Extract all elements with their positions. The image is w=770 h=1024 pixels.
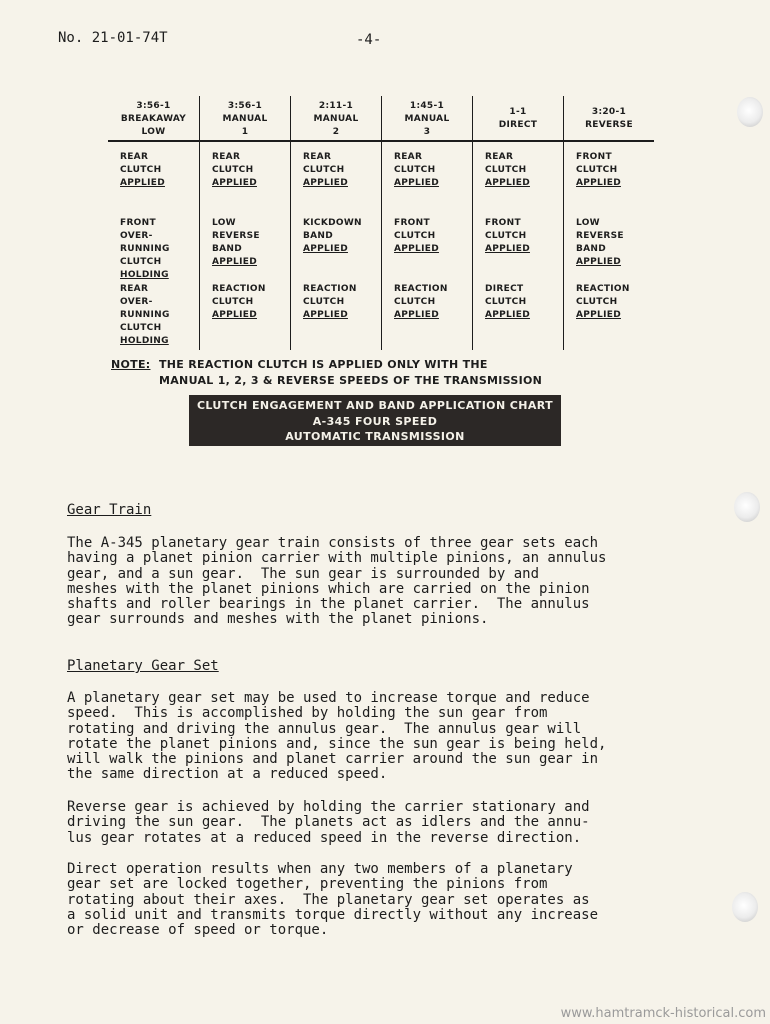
cell-text: REACTION [303,284,357,294]
cell-text: BAND [576,244,607,254]
cell-text: APPLIED [394,244,439,254]
cell-text: APPLIED [485,244,530,254]
chart-cell [394,217,472,283]
note-line-2: MANUAL 1, 2, 3 & REVERSE SPEEDS OF THE TRANSMISSION [159,374,543,387]
cell-text: RUNNING [120,310,170,320]
cell-text: APPLIED [485,310,530,320]
doc-number: No. 21-01-74T [58,30,168,46]
text-line: the same direction at a reduced speed. [67,766,388,783]
text-line: gear set are locked together, preventing the pinions from [67,876,548,893]
chart-column [290,142,381,350]
cell-text: LOW [576,218,600,228]
text-line: or decrease of speed or torque. [67,922,329,939]
text-line: gear, and a sun gear. The sun gear is surrounded by and [67,565,540,582]
cell-text: REAR [394,152,423,162]
chart-column [199,142,290,350]
cell-text: OVER- [120,231,153,241]
chart-column-header [290,96,381,140]
cell-text: CLUTCH [485,165,527,175]
text-line: shafts and roller bearings in the planet carrier. The annulus [67,596,590,613]
chart-title-line-3: AUTOMATIC TRANSMISSION [285,430,465,443]
text-line: speed. This is accomplished by holding the sun gear from [67,705,548,722]
chart-cell [212,217,290,283]
cell-text: CLUTCH [303,297,345,307]
column-header-text: 3 [423,126,431,137]
planetary-paragraph-3 [67,862,667,938]
column-header-text: REVERSE [585,120,633,130]
cell-text: CLUTCH [485,231,527,241]
chart-column-header [381,96,472,140]
cell-text: APPLIED [120,178,165,188]
cell-text: DIRECT [485,284,524,294]
chart-cell [212,283,290,349]
chart-cell [212,151,290,217]
cell-text: REAR [303,152,332,162]
cell-text: APPLIED [394,310,439,320]
chart-cell [576,151,654,217]
cell-text: BAND [303,231,334,241]
cell-text: APPLIED [303,310,348,320]
cell-text: CLUTCH [394,231,436,241]
column-header-text: MANUAL [313,113,359,124]
cell-text: REAR [212,152,241,162]
planetary-gear-set-heading: Planetary Gear Set [67,658,219,674]
gear-train-paragraph [67,536,667,628]
column-header-text: 3:20-1 [591,107,627,117]
cell-text: APPLIED [212,257,257,267]
cell-text: OVER- [120,297,153,307]
chart-cell [485,151,563,217]
chart-cell [120,217,199,283]
text-line: will walk the pinions and planet carrier around the sun gear in [67,751,599,768]
cell-text: KICKDOWN [303,218,362,228]
cell-text: FRONT [576,152,612,162]
cell-text: LOW [212,218,236,228]
chart-column-header [472,96,563,140]
cell-text: FRONT [394,218,430,228]
chart-cell [120,151,199,217]
column-header-text: 1 [241,126,249,137]
cell-text: CLUTCH [120,257,162,267]
chart-cell [485,283,563,349]
cell-text: REACTION [576,284,630,294]
chart-column [472,142,563,350]
chart-column [108,142,199,350]
cell-text: CLUTCH [394,297,436,307]
column-header-text: MANUAL [222,113,268,124]
cell-text: APPLIED [485,178,530,188]
chart-column [563,142,654,350]
text-line: rotating about their axes. The planetary gear set operates as [67,891,590,908]
cell-text: APPLIED [303,244,348,254]
chart-title-line-1: CLUTCH ENGAGEMENT AND BAND APPLICATION CHART [196,399,554,412]
cell-text: APPLIED [212,310,257,320]
text-line: a solid unit and transmits torque directly without any increase [67,906,599,923]
cell-text: APPLIED [212,178,257,188]
chart-cell [576,283,654,349]
binder-hole-top [737,97,763,127]
chart-cell [303,151,381,217]
binder-hole-middle [734,492,760,522]
chart-column-header [199,96,290,140]
chart-title-line-2: A-345 FOUR SPEED [312,414,438,428]
text-line: gear surrounds and meshes with the planet pinions. [67,611,489,628]
cell-text: CLUTCH [394,165,436,175]
chart-body [108,142,654,350]
cell-text: CLUTCH [576,165,618,175]
chart-cell [120,283,199,349]
page-number: -4- [356,32,382,48]
cell-text: CLUTCH [485,297,527,307]
cell-text: APPLIED [576,178,621,188]
chart-cell [576,217,654,283]
column-header-text: 2:11-1 [318,100,354,111]
text-line: meshes with the planet pinions which are carried on the pinion [67,580,590,597]
cell-text: HOLDING [120,270,169,280]
column-header-text: LOW [141,126,166,137]
chart-cell [485,217,563,283]
chart-title-box [189,395,561,446]
column-header-text: BREAKAWAY [120,113,187,124]
chart-cell [303,217,381,283]
column-header-text: 1-1 [509,107,527,117]
cell-text: REAR [120,152,149,162]
column-header-text: DIRECT [498,120,538,130]
clutch-band-chart [108,96,654,350]
cell-text: REAR [120,284,149,294]
text-line: The A-345 planetary gear train consists of three gear sets each [67,535,599,551]
chart-column-header [108,96,199,140]
cell-text: CLUTCH [120,323,162,333]
note-label: NOTE: [111,358,151,371]
column-header-text: 3:56-1 [227,100,263,111]
text-line: driving the sun gear. The planets act as idlers and the annu- [67,814,590,831]
text-line: rotating and driving the annulus gear. The annulus gear will [67,720,582,737]
cell-text: REVERSE [576,231,624,241]
chart-cell [394,283,472,349]
cell-text: CLUTCH [212,297,254,307]
text-line: lus gear rotates at a reduced speed in the reverse direction. [67,829,582,846]
cell-text: RUNNING [120,244,170,254]
cell-text: BAND [212,244,243,254]
cell-text: REACTION [394,284,448,294]
cell-text: APPLIED [576,257,621,267]
cell-text: REACTION [212,284,266,294]
column-header-text: 1:45-1 [409,100,445,111]
cell-text: HOLDING [120,336,169,346]
text-line: Direct operation results when any two members of a planetary [67,861,573,877]
cell-text: REAR [485,152,514,162]
cell-text: CLUTCH [303,165,345,175]
column-header-text: 2 [332,126,340,137]
chart-cell [394,151,472,217]
column-header-text: 3:56-1 [136,100,171,111]
cell-text: APPLIED [576,310,621,320]
cell-text: REVERSE [212,231,260,241]
cell-text: FRONT [485,218,521,228]
planetary-paragraph-1 [67,691,667,783]
note-line-1: THE REACTION CLUTCH IS APPLIED ONLY WITH THE [159,358,488,371]
cell-text: FRONT [120,218,156,228]
column-header-text: MANUAL [404,113,450,124]
text-line: Reverse gear is achieved by holding the carrier stationary and [67,799,590,815]
cell-text: CLUTCH [212,165,254,175]
site-watermark: www.hamtramck-historical.com [560,1006,766,1021]
chart-header-row [108,96,654,142]
cell-text: APPLIED [303,178,348,188]
chart-cell [303,283,381,349]
binder-hole-bottom [732,892,758,922]
text-line: A planetary gear set may be used to increase torque and reduce [67,690,590,706]
text-line: rotate the planet pinions and, since the sun gear is being held, [67,735,607,752]
cell-text: CLUTCH [576,297,618,307]
gear-train-heading: Gear Train [67,502,152,518]
cell-text: CLUTCH [120,165,162,175]
chart-column [381,142,472,350]
text-line: having a planet pinion carrier with multiple pinions, an annulus [67,550,607,567]
cell-text: APPLIED [394,178,439,188]
chart-column-header [563,96,654,140]
planetary-paragraph-2 [67,800,667,846]
chart-note [111,357,542,389]
